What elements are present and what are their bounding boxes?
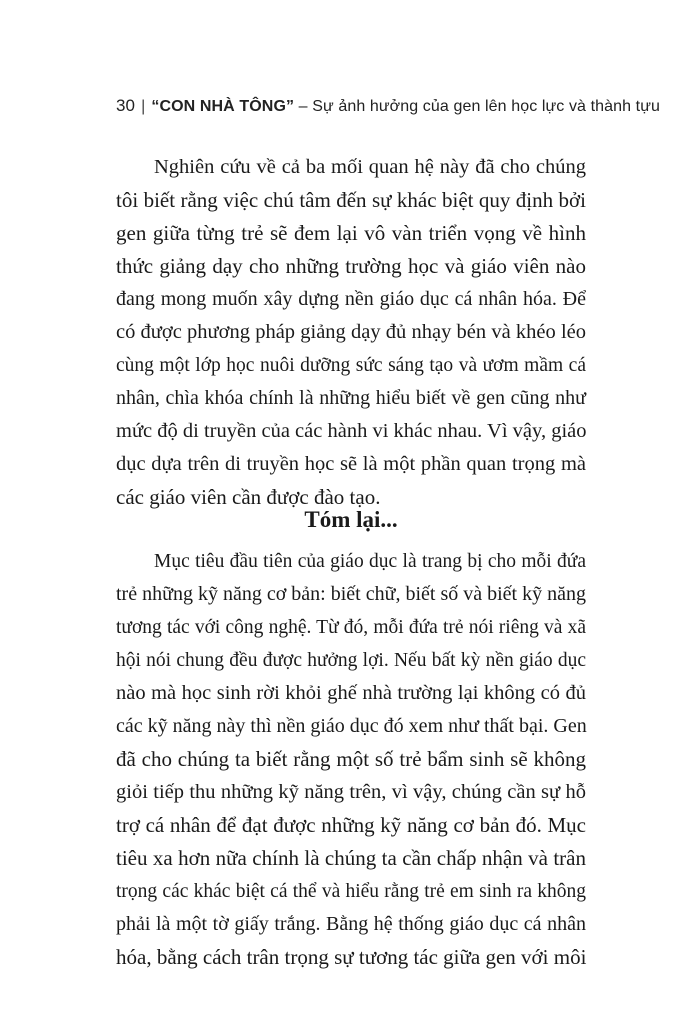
- text-line: hội nói chung đều được hưởng lợi. Nếu bất kỳ nền giáo dục: [116, 650, 586, 671]
- text-line: có được phương pháp giảng dạy đủ nhạy bén và khéo léo: [116, 321, 586, 343]
- header-separator: |: [141, 98, 146, 115]
- paragraph-2: [116, 545, 586, 974]
- text-line: phải là một tờ giấy trắng. Bằng hệ thống giáo dục cá nhân: [116, 913, 586, 935]
- section-heading: Tóm lại...: [304, 507, 398, 532]
- text-line: Nghiên cứu về cả ba mối quan hệ này đã cho chúng: [154, 156, 586, 178]
- page-number: 30: [116, 96, 136, 115]
- text-line: tôi biết rằng việc chú tâm đến sự khác biệt quy định bởi: [116, 188, 586, 212]
- book-title: “CON NHÀ TÔNG”: [151, 98, 295, 115]
- text-line: gen giữa từng trẻ sẽ đem lại vô vàn triển vọng về hình: [116, 221, 586, 245]
- text-line: mức độ di truyền của các hành vi khác nhau. Vì vậy, giáo: [116, 420, 587, 442]
- text-line: tiêu xa hơn nữa chính là chúng ta cần chấp nhận và trân: [116, 846, 586, 870]
- text-line: giỏi tiếp thu những kỹ năng trên, vì vậy, chúng cần sự hỗ: [116, 781, 586, 803]
- text-line: tương tác với công nghệ. Từ đó, mỗi đứa trẻ nói riêng và xã: [116, 617, 586, 638]
- text-line: trọng các khác biệt cá thể và hiểu rằng trẻ em sinh ra không: [116, 881, 586, 902]
- text-line: đã cho chúng ta biết rằng một số trẻ bẩm sinh sẽ không: [116, 747, 586, 771]
- text-line: nhân, chìa khóa chính là những hiểu biết về gen cũng như: [116, 387, 586, 409]
- paragraph-1: [116, 151, 586, 514]
- text-line: đang mong muốn xây dựng nền giáo dục cá nhân hóa. Để: [116, 288, 586, 310]
- text-line: các giáo viên cần được đào tạo.: [116, 485, 381, 509]
- text-line: các kỹ năng này thì nền giáo dục đó xem như thất bại. Gen: [116, 715, 587, 737]
- text-line: Mục tiêu đầu tiên của giáo dục là trang bị cho mỗi đứa: [154, 551, 586, 572]
- text-line: cùng một lớp học nuôi dưỡng sức sáng tạo và ươm mầm cá: [116, 355, 586, 376]
- text-line: trợ cá nhân để đạt được những kỹ năng cơ bản đó. Mục: [116, 813, 586, 837]
- book-subtitle: – Sự ảnh hưởng của gen lên học lực và thành tựu: [298, 98, 661, 115]
- text-line: trẻ những kỹ năng cơ bản: biết chữ, biết số và biết kỹ năng: [116, 583, 586, 605]
- text-line: thức giảng dạy cho những trường học và giáo viên nào: [116, 254, 586, 278]
- text-line: nào mà học sinh rời khỏi ghế nhà trường lại không có đủ: [116, 682, 586, 704]
- text-line: dục dựa trên di truyền học sẽ là một phần quan trọng mà: [116, 453, 586, 475]
- running-header: [116, 96, 660, 116]
- text-line: hóa, bằng cách trân trọng sự tương tác giữa gen với môi: [116, 945, 587, 969]
